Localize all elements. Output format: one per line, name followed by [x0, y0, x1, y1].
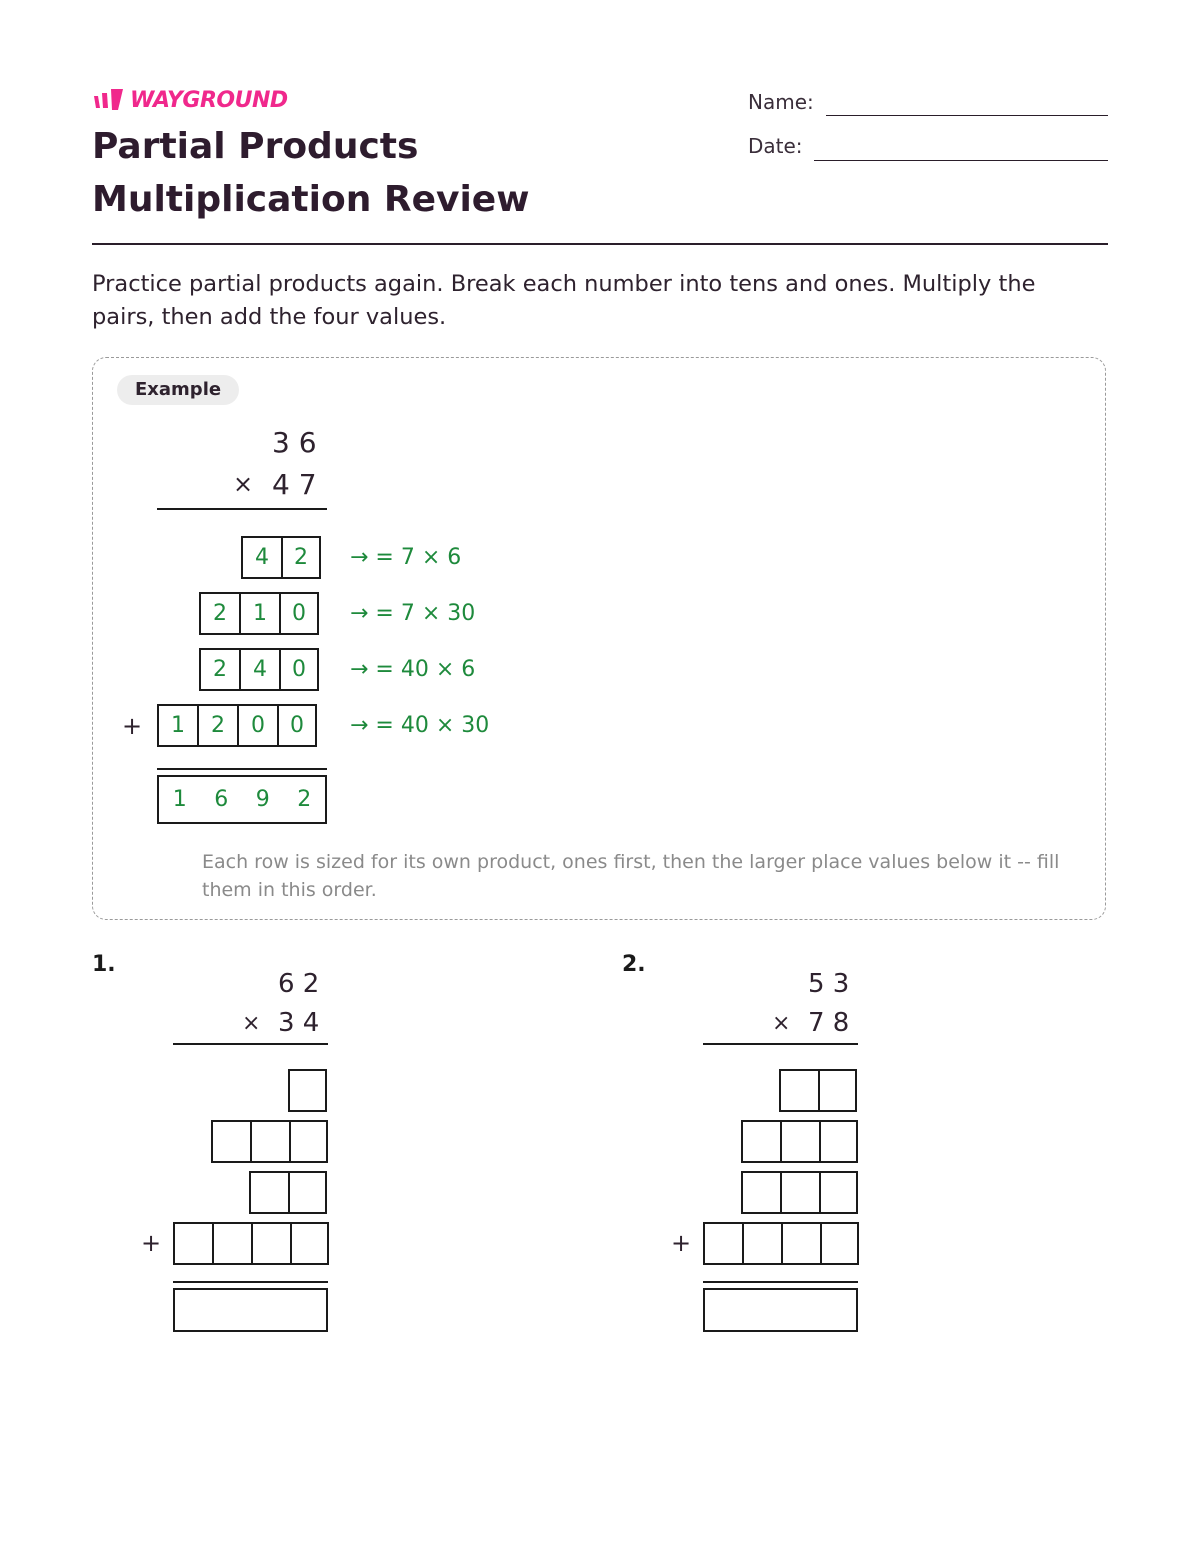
example-row-3	[199, 648, 319, 691]
wayground-logo	[92, 86, 292, 114]
answer-cell[interactable]	[288, 1069, 327, 1112]
answer-cell[interactable]	[818, 1069, 857, 1112]
answer-cell[interactable]	[819, 1120, 858, 1163]
answer-cell[interactable]	[249, 1171, 288, 1214]
answer-cell[interactable]	[290, 1222, 329, 1265]
problem-2-plus-sign: +	[671, 1229, 692, 1257]
problem-2-row-3[interactable]	[741, 1171, 858, 1214]
problem-1-times-sign: ×	[242, 1011, 261, 1036]
date-field[interactable]	[814, 160, 1108, 161]
problem-1-label: 1.	[92, 952, 116, 977]
example-row-1	[241, 536, 321, 579]
answer-cell[interactable]	[819, 1171, 858, 1214]
example-box	[92, 357, 1106, 920]
problem-2-row-2[interactable]	[741, 1120, 858, 1163]
answer-cell[interactable]	[212, 1222, 251, 1265]
problem-2-row-1[interactable]	[779, 1069, 857, 1112]
problem-1-row-4[interactable]	[173, 1222, 329, 1265]
answer-cell[interactable]	[251, 1222, 290, 1265]
answer-cell[interactable]	[742, 1222, 781, 1265]
problem-1-multiplier: 3 4	[278, 1008, 320, 1038]
answer-cell: 1	[239, 592, 279, 635]
problem-1-multiply-line	[173, 1043, 328, 1045]
example-row-4-note: → = 40 × 30	[350, 713, 490, 738]
example-row-1-note: → = 7 × 6	[350, 545, 462, 570]
problem-1-top-number: 6 2	[278, 969, 320, 999]
answer-cell[interactable]	[781, 1222, 820, 1265]
example-multiplier: 4 7	[272, 468, 317, 501]
sum-digit: 9	[255, 787, 270, 812]
answer-cell: 1	[157, 704, 197, 747]
example-badge: Example	[117, 375, 239, 405]
problem-1-row-2[interactable]	[211, 1120, 328, 1163]
answer-cell[interactable]	[780, 1171, 819, 1214]
problem-1-sum-box[interactable]	[173, 1288, 328, 1332]
answer-cell[interactable]	[741, 1120, 780, 1163]
answer-cell: 0	[279, 648, 319, 691]
example-multiply-line	[157, 508, 327, 510]
sum-digit: 1	[172, 787, 187, 812]
problem-1-sum-line	[173, 1281, 328, 1283]
wayground-mark-icon	[92, 88, 124, 112]
problem-1-row-3[interactable]	[249, 1171, 327, 1214]
example-times-sign: ×	[233, 470, 254, 498]
name-label: Name:	[748, 90, 814, 114]
answer-cell: 0	[237, 704, 277, 747]
answer-cell[interactable]	[250, 1120, 289, 1163]
problem-2-label: 2.	[622, 952, 646, 977]
answer-cell: 2	[197, 704, 237, 747]
example-sum-box	[157, 775, 327, 824]
answer-cell[interactable]	[288, 1171, 327, 1214]
answer-cell[interactable]	[173, 1222, 212, 1265]
answer-cell[interactable]	[820, 1222, 859, 1265]
answer-cell: 0	[277, 704, 317, 747]
example-row-2-note: → = 7 × 30	[350, 601, 476, 626]
problem-2-multiplier: 7 8	[808, 1008, 850, 1038]
answer-cell: 4	[241, 536, 281, 579]
problem-1-plus-sign: +	[141, 1229, 162, 1257]
example-plus-sign: +	[122, 712, 143, 740]
problem-2-times-sign: ×	[772, 1011, 791, 1036]
example-note: Each row is sized for its own product, ones first, then the larger place values below it -- fill them in this order.	[202, 851, 1060, 901]
sum-digit: 2	[297, 787, 312, 812]
example-sum-line	[157, 768, 327, 770]
sum-digit: 6	[214, 787, 229, 812]
answer-cell[interactable]	[211, 1120, 250, 1163]
example-row-2	[199, 592, 319, 635]
answer-cell: 2	[199, 592, 239, 635]
problem-2-row-4[interactable]	[703, 1222, 859, 1265]
example-row-3-note: → = 40 × 6	[350, 657, 476, 682]
brand-name: WAYGROUND	[130, 87, 288, 113]
answer-cell[interactable]	[780, 1120, 819, 1163]
answer-cell: 2	[199, 648, 239, 691]
answer-cell[interactable]	[289, 1120, 328, 1163]
header-divider	[92, 243, 1108, 245]
answer-cell: 2	[281, 536, 321, 579]
problem-2-sum-box[interactable]	[703, 1288, 858, 1332]
name-field[interactable]	[826, 115, 1108, 116]
problem-2-multiply-line	[703, 1043, 858, 1045]
problem-2-sum-line	[703, 1281, 858, 1283]
answer-cell: 4	[239, 648, 279, 691]
page-title: Partial Products Multiplication Review	[92, 126, 530, 220]
problem-2-top-number: 5 3	[808, 969, 850, 999]
answer-cell: 0	[279, 592, 319, 635]
date-label: Date:	[748, 134, 803, 158]
example-row-4	[157, 704, 317, 747]
answer-cell[interactable]	[779, 1069, 818, 1112]
answer-cell[interactable]	[703, 1222, 742, 1265]
problem-1-row-1[interactable]	[288, 1069, 327, 1112]
answer-cell[interactable]	[741, 1171, 780, 1214]
instructions: Practice partial products again. Break each number into tens and ones. Multiply the pairs, then add the four values.	[92, 271, 1036, 330]
example-top-number: 3 6	[272, 426, 317, 459]
